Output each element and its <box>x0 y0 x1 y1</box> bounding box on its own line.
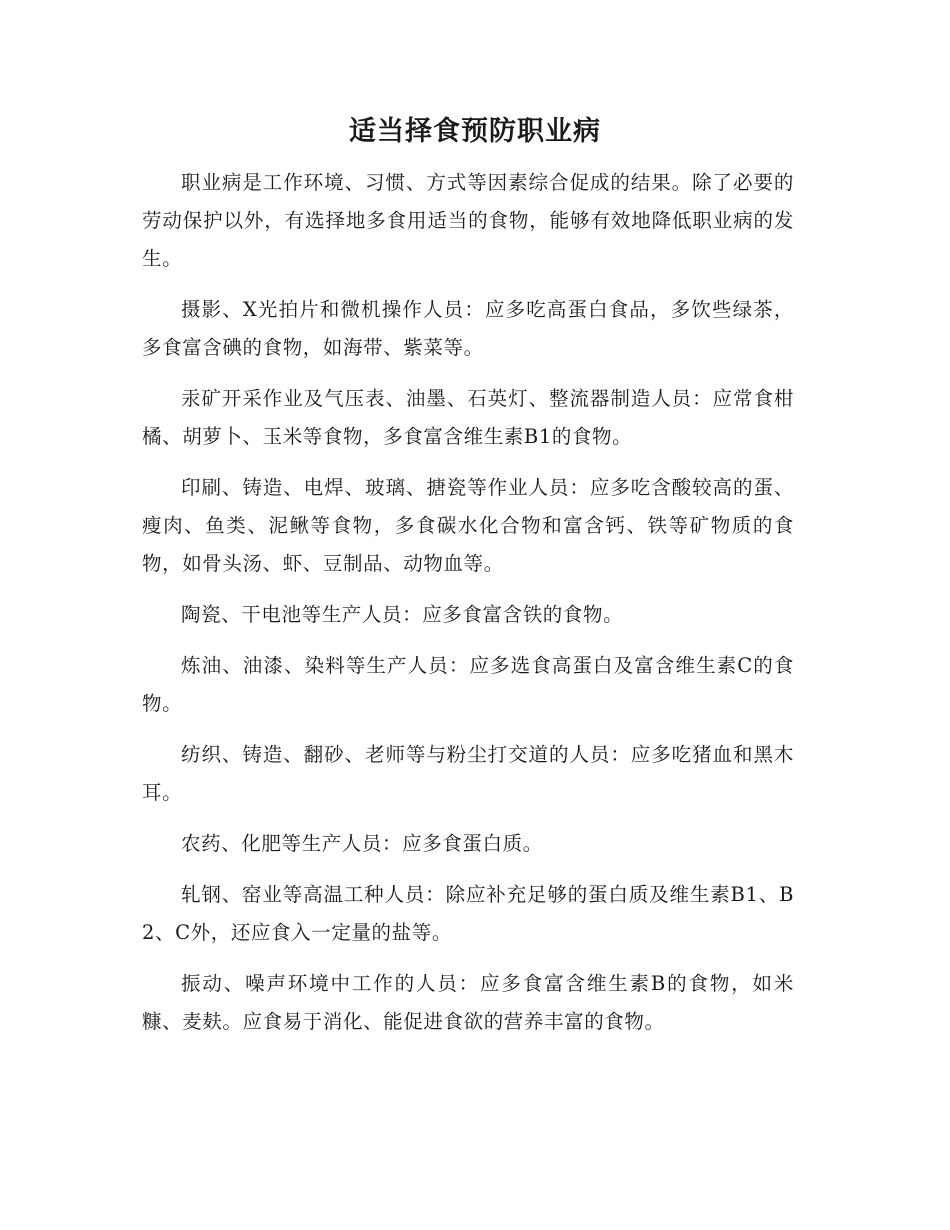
paragraph-dust: 纺织、铸造、翻砂、老师等与粉尘打交道的人员：应多吃猪血和黑木耳。 <box>142 743 794 804</box>
paragraph-high-temperature: 轧钢、窑业等高温工种人员：除应补充足够的蛋白质及维生素B1、B2、C外，还应食入一定量的盐等。 <box>142 883 794 944</box>
paragraph-ceramics: 陶瓷、干电池等生产人员：应多食富含铁的食物。 <box>181 603 624 626</box>
document-body <box>142 164 794 1054</box>
paragraph-pesticide: 农药、化肥等生产人员：应多食蛋白质。 <box>181 832 543 855</box>
paragraph-oil-paint: 炼油、油漆、染料等生产人员：应多选食高蛋白及富含维生素C的食物。 <box>142 654 794 715</box>
paragraph-mercury-mining: 汞矿开采作业及气压表、油墨、石英灯、整流器制造人员：应常食柑橘、胡萝卜、玉米等食物，多食富含维生素B1的食物。 <box>142 387 794 448</box>
document-title: 适当择食预防职业病 <box>349 116 601 147</box>
paragraph-printing-casting: 印刷、铸造、电焊、玻璃、搪瓷等作业人员：应多吃含酸较高的蛋、瘦肉、鱼类、泥鳅等食物，多食碳水化合物和富含钙、铁等矿物质的食物，如骨头汤、虾、豆制品、动物血等。 <box>142 476 794 575</box>
paragraph-vibration-noise: 振动、噪声环境中工作的人员：应多食富含维生素B的食物，如米糠、麦麸。应食易于消化、能促进食欲的营养丰富的食物。 <box>142 972 794 1033</box>
paragraph-photography: 摄影、X光拍片和微机操作人员：应多吃高蛋白食品，多饮些绿茶，多食富含碘的食物，如海带、紫菜等。 <box>142 298 794 359</box>
paragraph-intro: 职业病是工作环境、习惯、方式等因素综合促成的结果。除了必要的劳动保护以外，有选择地多食用适当的食物，能够有效地降低职业病的发生。 <box>142 171 794 270</box>
